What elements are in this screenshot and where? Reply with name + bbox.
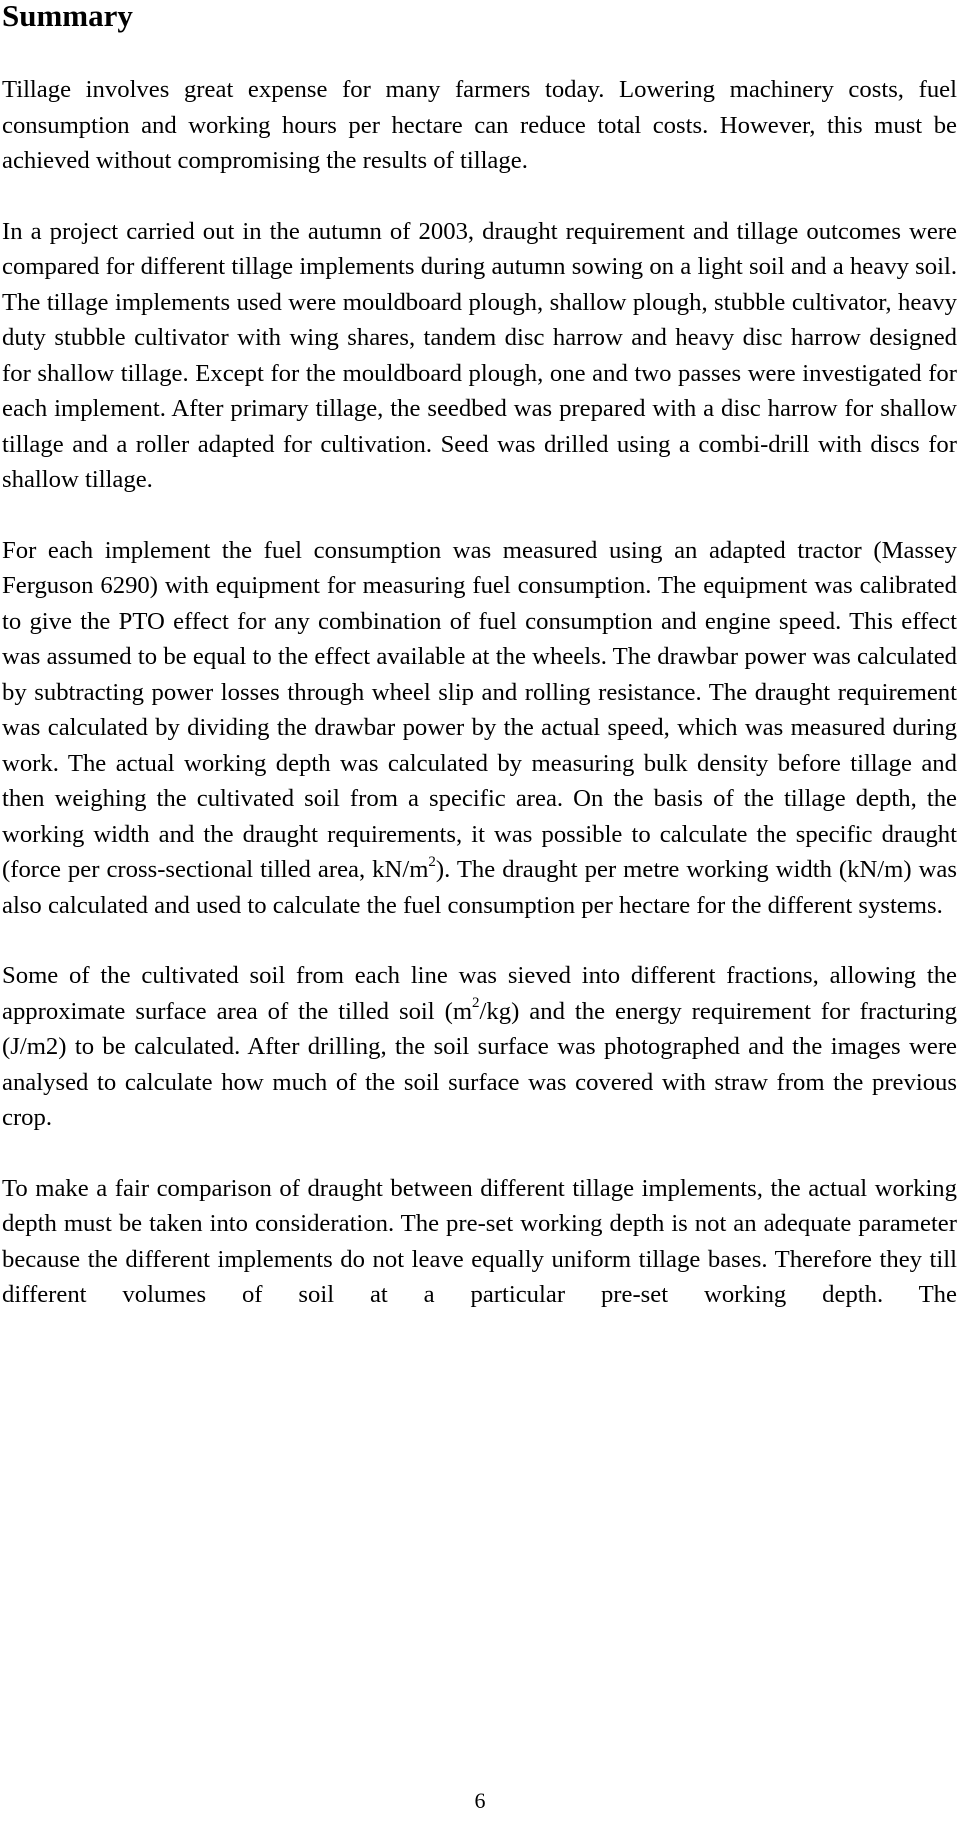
paragraph-fuel-measurement <box>2 533 957 924</box>
paragraph-soil-sieving <box>2 958 957 1136</box>
paragraph-comparison: To make a fair comparison of draught between different tillage implements, the actual working depth must be taken into consideration. The pre-set working depth is not an adequate parameter because the different implements do not leave equally uniform tillage bases. Therefore they till different volumes of soil at a particular pre-set working depth. The <box>2 1174 957 1308</box>
paragraph-soil-text-b: /kg) and the energy requirement for fracturing (J/m2) to be calculated. After drilling, the soil surface was photographed and the images were analysed to calculate how much of the soil surface was covered with straw from the previous crop. <box>2 997 957 1131</box>
superscript-2: 2 <box>428 853 436 870</box>
paragraph-fuel-text-b: ). The draught per metre working width (kN/m) was also calculated and used to calculate the fuel consumption per hectare for the different systems. <box>2 856 957 919</box>
page-number: 6 <box>474 1788 486 1813</box>
paragraph-project: In a project carried out in the autumn of 2003, draught requirement and tillage outcomes were compared for different tillage implements during autumn sowing on a light soil and a heavy soil. The tillage implements used were mouldboard plough, shallow plough, stubble cultivator, heavy duty stubble cultivator with wing shares, tandem disc harrow and heavy disc harrow designed for shallow tillage. Except for the mouldboard plough, one and two passes were investigated for each implement. After primary tillage, the seedbed was prepared with a disc harrow for shallow tillage and a roller adapted for cultivation. Seed was drilled using a combi-drill with discs for shallow tillage. <box>2 217 957 493</box>
paragraph-fuel-text-a: For each implement the fuel consumption was measured using an adapted tractor (Massey Ferguson 6290) with equipment for measuring fuel consumption. The equipment was calibrated to give the PTO effect for any combination of fuel consumption and engine speed. This effect was assumed to be equal to the effect available at the wheels. The drawbar power was calculated by subtracting power losses through wheel slip and rolling resistance. The draught requirement was calculated by dividing the drawbar power by the actual speed, which was measured during work. The actual working depth was calculated by measuring bulk density before tillage and then weighing the cultivated soil from a specific area. On the basis of the tillage depth, the working width and the draught requirements, it was possible to calculate the specific draught (force per cross-sectional tilled area, kN/m <box>2 536 957 883</box>
superscript-2: 2 <box>472 995 480 1012</box>
section-heading: Summary <box>2 0 133 33</box>
body-text <box>2 72 957 1348</box>
paragraph-intro: Tillage involves great expense for many farmers today. Lowering machinery costs, fuel consumption and working hours per hectare can reduce total costs. However, this must be achieved without compromising the results of tillage. <box>2 76 957 174</box>
paragraph-soil-text-a: Some of the cultivated soil from each line was sieved into different fractions, allowing the approximate surface area of the tilled soil (m <box>2 962 957 1025</box>
